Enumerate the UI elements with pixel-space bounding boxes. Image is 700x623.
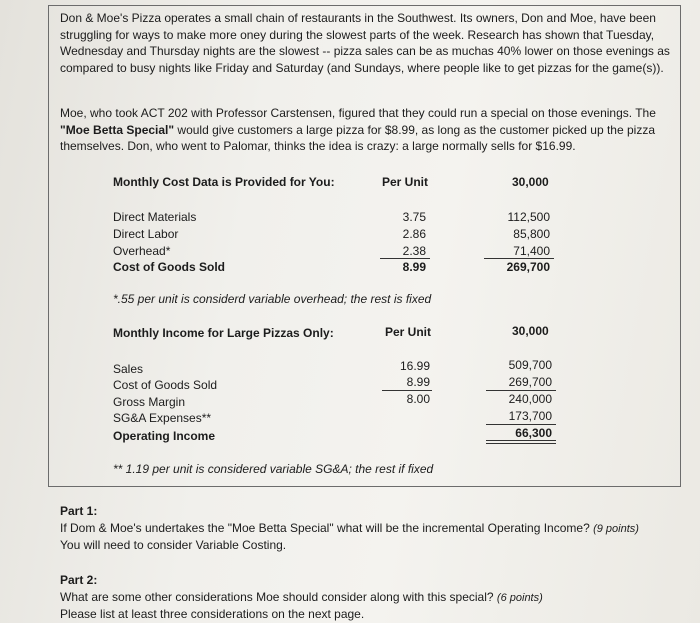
cost-total-sum-line (484, 258, 554, 259)
cost-table-title: Monthly Cost Data is Provided for You: (113, 175, 335, 189)
part2-note: Please list at least three considerations on the next page. (60, 607, 365, 621)
part1-question: If Dom & Moe's undertakes the "Moe Betta Special" what will be the incremental Operating Income? (60, 520, 590, 535)
income-double-underline (486, 440, 556, 444)
part1-heading: Part 1: (60, 504, 98, 518)
cost-row-label: Direct Labor (113, 227, 179, 241)
cost-row-total: 85,800 (513, 227, 550, 241)
cost-row-total: 71,400 (513, 244, 550, 258)
income-oi-sum-line (486, 424, 556, 425)
cost-row-label: Direct Materials (113, 210, 197, 224)
special-name: "Moe Betta Special" (60, 122, 175, 137)
part2-question: What are some other considerations Moe should consider along with this special? (60, 589, 494, 604)
cost-unit-sum-line (380, 258, 430, 259)
income-row-total: 269,700 (508, 375, 552, 389)
income-row-label: SG&A Expenses** (113, 411, 212, 425)
intro-paragraph-2 (60, 105, 672, 155)
income-col-total: 30,000 (512, 324, 549, 338)
cost-col-total: 30,000 (512, 175, 549, 189)
cost-row-label: Overhead* (113, 244, 171, 258)
income-row-label-operating: Operating Income (113, 429, 216, 443)
income-row-label: Gross Margin (113, 395, 186, 409)
part2-heading: Part 2: (60, 573, 98, 587)
income-row-total: 173,700 (508, 409, 552, 423)
income-table-title: Monthly Income for Large Pizzas Only: (113, 326, 334, 340)
intro-paragraph-1: Don & Moe's Pizza operates a small chain of restaurants in the Southwest. Its owners, Don and Moe, have been struggling for ways to make more oney during the slowest parts of the week. Research has shown that Tuesday, Wednesday and Thursday nights are the slowest -- pizza sales can be as muchas 40% lower on those evenings as compared to busy nights like Friday and Saturday (and Sundays, where people like to get pizzas for the game(s)). (60, 11, 670, 75)
income-gm-sum-line (486, 390, 556, 391)
part2-block (60, 572, 680, 623)
part2-question-line (60, 589, 680, 607)
income-footnote: ** 1.19 per unit is considered variable SG&A; the rest if fixed (113, 462, 434, 476)
cost-row-unit: 2.38 (402, 244, 426, 258)
income-row-total: 509,700 (508, 358, 552, 372)
cost-row-total-cogs: 269,700 (506, 260, 550, 274)
income-row-total: 240,000 (508, 392, 552, 406)
income-row-unit: 16.99 (399, 359, 430, 373)
cost-row-unit: 2.86 (402, 227, 426, 241)
cost-row-label-cogs: Cost of Goods Sold (113, 260, 225, 274)
income-unit-sum-line (382, 390, 432, 391)
cost-col-per-unit: Per Unit (382, 175, 429, 189)
cost-footnote: *.55 per unit is considerd variable overhead; the rest is fixed (113, 292, 432, 306)
part1-note: You will need to consider Variable Costing. (60, 538, 287, 552)
income-col-per-unit: Per Unit (385, 325, 432, 339)
income-row-label: Cost of Goods Sold (113, 378, 218, 392)
part1-points: (9 points) (593, 522, 639, 535)
part1-question-line (60, 520, 680, 538)
cost-row-unit: 3.75 (402, 210, 426, 224)
cost-row-unit-cogs: 8.99 (402, 260, 426, 274)
income-row-total-operating: 66,300 (515, 426, 552, 440)
intro-paragraph-2-a: Moe, who took ACT 202 with Professor Carstensen, figured that they could run a special on those evenings. The (60, 106, 656, 120)
part2-points: (6 points) (496, 591, 543, 604)
part1-block (60, 503, 680, 554)
intro-paragraph-2-c: would give customers a large pizza for $8.99, as long as the customer picked up the pizza themselves. Don, who went to Palomar, thinks the idea is crazy: a large normally sells for $16.99. (60, 122, 656, 153)
income-row-unit: 8.00 (406, 392, 430, 406)
cost-row-total: 112,500 (507, 210, 550, 224)
income-row-unit: 8.99 (406, 375, 430, 389)
income-row-label: Sales (113, 362, 144, 376)
